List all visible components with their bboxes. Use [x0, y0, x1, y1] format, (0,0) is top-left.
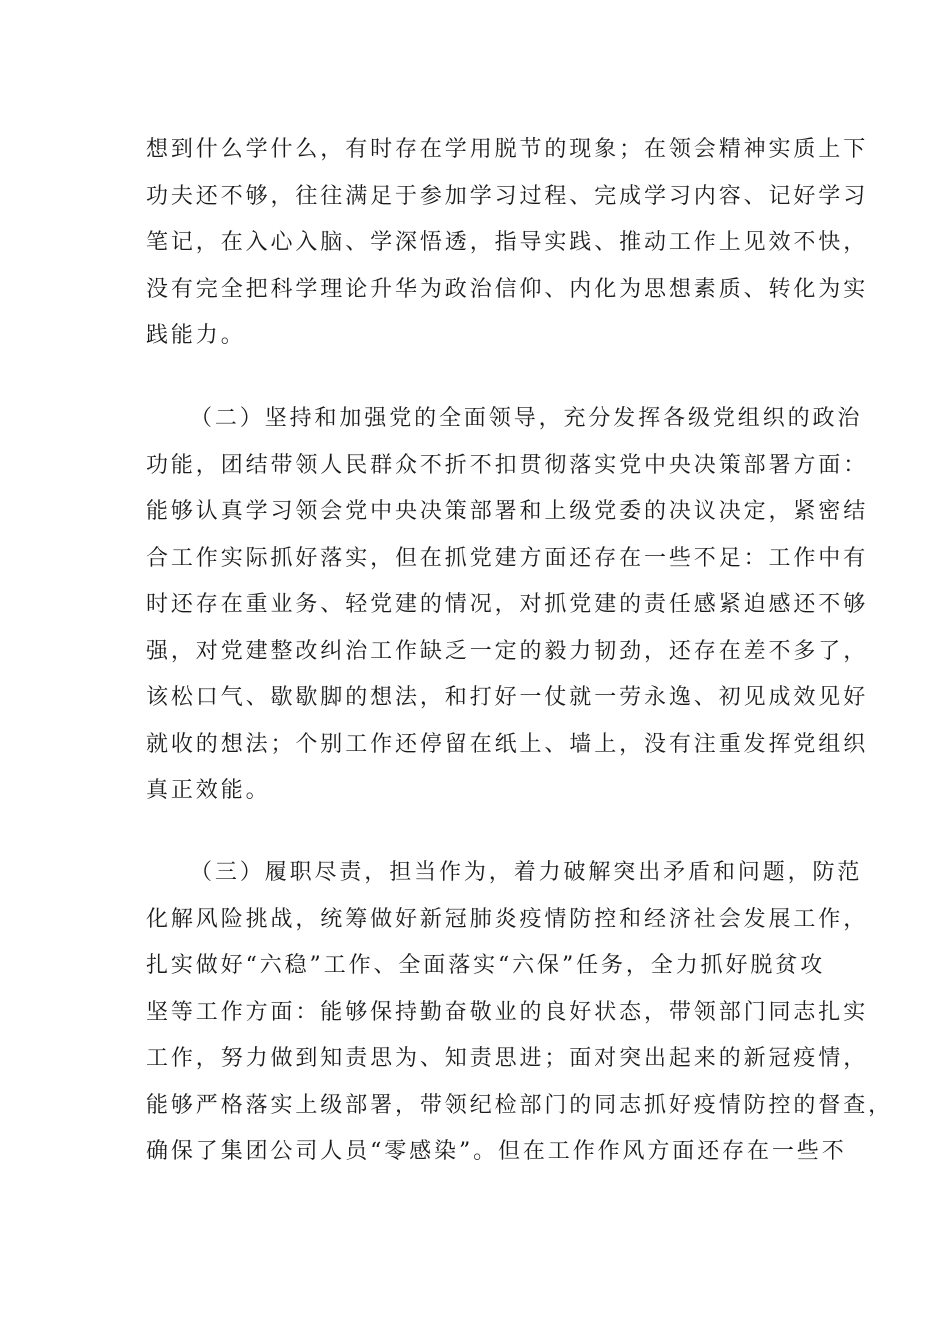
- paragraph-study: [146, 127, 869, 360]
- paragraph-line: 化解风险挑战，统筹做好新冠肺炎疫情防控和经济社会发展工作，: [146, 906, 869, 932]
- paragraph-line: 确保了集团公司人员“零感染”。但在工作作风方面还存在一些不: [146, 1139, 847, 1164]
- paragraph-line: 功夫还不够，往往满足于参加学习过程、完成学习内容、记好学习: [146, 183, 869, 209]
- paragraph-heading-line: （三）履职尽责，担当作为，着力破解突出矛盾和问题，防范: [190, 860, 863, 885]
- paragraph-duty-performance: [146, 850, 894, 1176]
- paragraph-line: 工作，努力做到知责思为、知责思进；面对突出起来的新冠疫情，: [146, 1046, 869, 1071]
- paragraph-line: 合工作实际抓好落实，但在抓党建方面还存在一些不足：工作中有: [146, 545, 869, 571]
- paragraph-line: 笔记，在入心入脑、学深悟透，指导实践、推动工作上见效不快，: [146, 230, 869, 255]
- paragraph-party-leadership: [146, 396, 869, 815]
- paragraph-line: 强，对党建整改纠治工作缺乏一定的毅力韧劲，还存在差不多了，: [146, 638, 869, 664]
- paragraph-line: 该松口气、歇歇脚的想法，和打好一仗就一劳永逸、初见成效见好: [146, 685, 869, 710]
- paragraph-line: 扎实做好“六稳”工作、全面落实“六保”任务，全力抓好脱贫攻: [146, 953, 826, 978]
- paragraph-line: 功能，团结带领人民群众不折不扣贯彻落实党中央决策部署方面：: [146, 452, 869, 478]
- paragraph-line: 真正效能。: [146, 778, 271, 803]
- paragraph-line: 坚等工作方面：能够保持勤奋敬业的良好状态，带领部门同志扎实: [146, 999, 869, 1025]
- paragraph-line: 就收的想法；个别工作还停留在纸上、墙上，没有注重发挥党组织: [146, 731, 869, 757]
- paragraph-line: 能够严格落实上级部署，带领纪检部门的同志抓好疫情防控的督查，: [146, 1092, 894, 1118]
- paragraph-line: 能够认真学习领会党中央决策部署和上级党委的决议决定，紧密结: [146, 499, 869, 524]
- paragraph-line: 时还存在重业务、轻党建的情况，对抓党建的责任感紧迫感还不够: [146, 592, 869, 617]
- paragraph-line: 践能力。: [146, 323, 246, 348]
- paragraph-line: 没有完全把科学理论升华为政治信仰、内化为思想素质、转化为实: [146, 276, 869, 302]
- paragraph-line: 想到什么学什么，有时存在学用脱节的现象；在领会精神实质上下: [146, 137, 869, 162]
- paragraph-heading-line: （二）坚持和加强党的全面领导，充分发挥各级党组织的政治: [190, 406, 863, 431]
